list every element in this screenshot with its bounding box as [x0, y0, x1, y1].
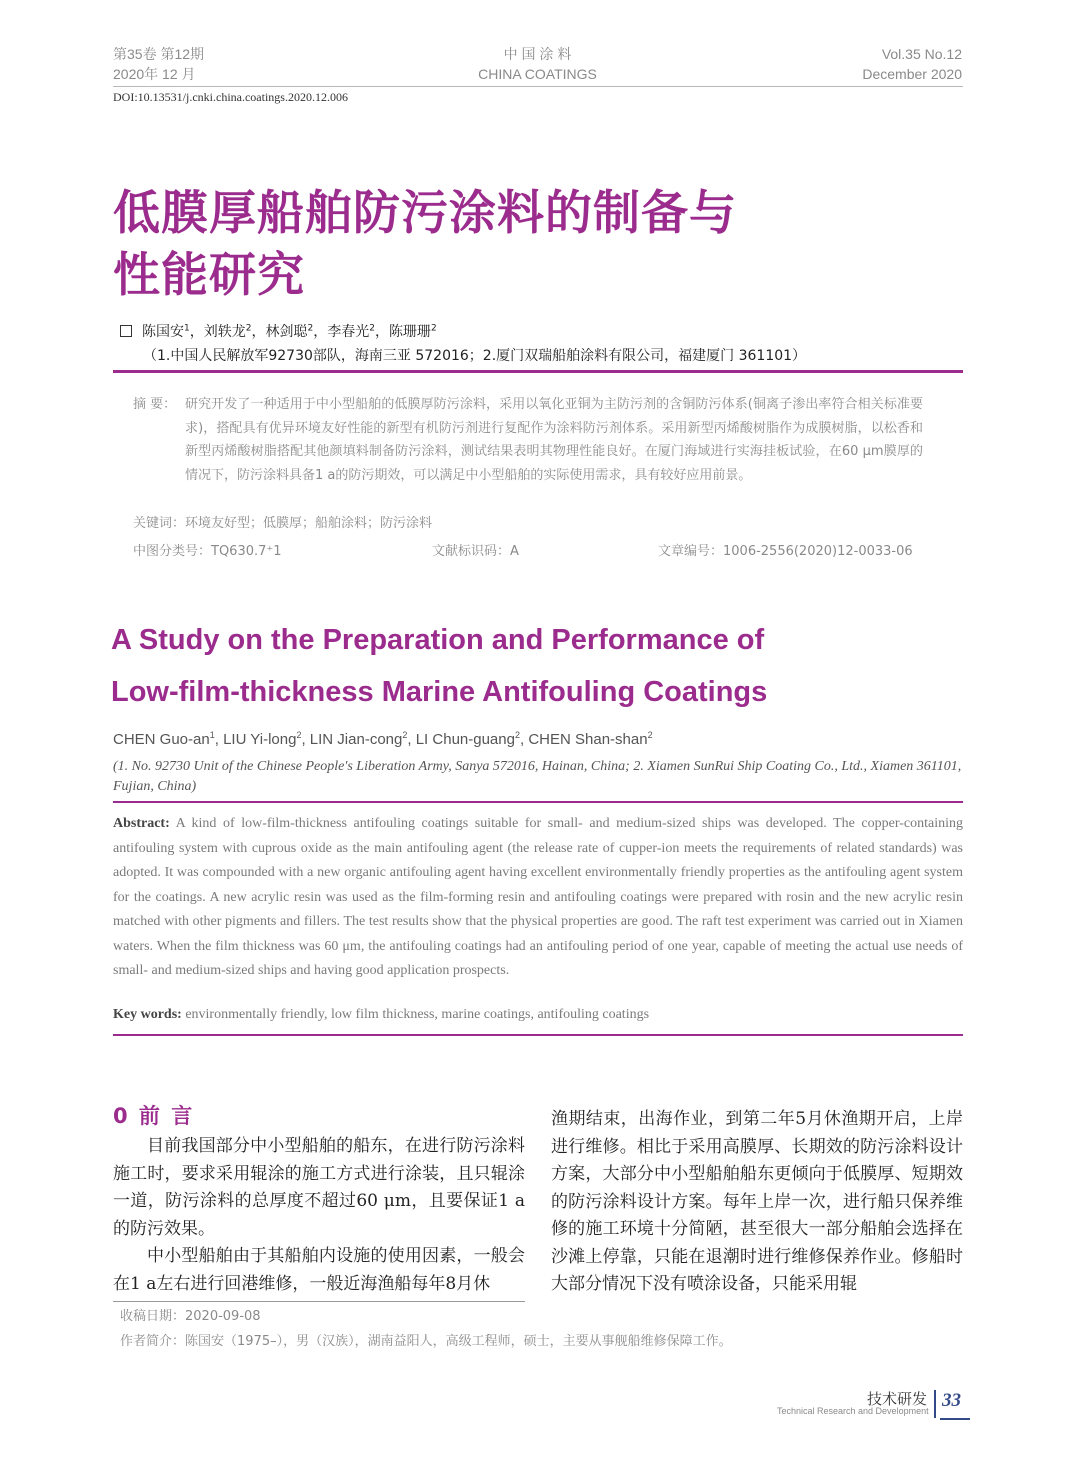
received-date: 收稿日期：2020-09-08	[120, 1309, 261, 1324]
author-en: LIN Jian-cong	[309, 731, 403, 748]
doi: DOI:10.13531/j.cnki.china.coatings.2020.12.006	[113, 90, 348, 104]
column-name-en: Technical Research and Development	[777, 1406, 929, 1416]
author-en: LIU Yi-long	[223, 731, 297, 748]
keywords-cn-label: 关键词：	[133, 516, 186, 531]
author-en: LI Chun-guang	[415, 731, 515, 748]
section-divider	[113, 370, 963, 373]
section-divider	[113, 801, 963, 803]
author-sup: 2	[430, 323, 437, 334]
affiliation-cn: （1.中国人民解放军92730部队，海南三亚 572016；2.厦门双瑞船舶涂料有限公司，福建厦门 361101）	[143, 348, 807, 364]
author-sup: 2	[647, 730, 653, 740]
author-cn: 刘轶龙	[203, 324, 246, 340]
column-name-cn: 技术研发	[867, 1390, 928, 1408]
section-heading: 0 前 言	[113, 1104, 195, 1128]
abstract-cn-text: 研究开发了一种适用于中小型船舶的低膜厚防污涂料，采用以氧化亚铜为主防污剂的含铜防污体系(铜离子渗出率符合相关标准要求)，搭配具有优异环境友好性能的新型有机防污剂进行复配作为涂料防污剂体系。采用新型丙烯酸树脂作为成膜树脂，以松香和新型丙烯酸树脂搭配其他颜填料制备防污涂料，测试结果表明其物理性能良好。在厦门海域进行实海挂板试验，在60 μm膜厚的情况下，防污涂料具备1 a的防污期效，可以满足中小型船舶的实际使用需求，具有较好应用前景。	[185, 397, 923, 483]
title-en-line-1: A Study on the Preparation and Performance of	[111, 624, 765, 656]
keywords-en-text: environmentally friendly, low film thickness, marine coatings, antifouling coatings	[185, 1007, 650, 1022]
keywords-cn	[133, 512, 432, 531]
author-cn: 陈国安	[142, 324, 184, 340]
author-sup: 2	[296, 730, 302, 740]
title-en	[111, 614, 767, 718]
author-cn: 陈珊珊	[388, 324, 431, 340]
title-cn	[113, 183, 737, 307]
author-sup: 1	[209, 730, 215, 740]
author-sup: 1	[184, 323, 190, 334]
section-divider	[113, 1034, 963, 1036]
page-marker-underline	[940, 1418, 970, 1420]
body-column-right	[551, 1106, 963, 1299]
paragraph: 目前我国部分中小型船舶的船东，在进行防污涂料施工时，要求采用辊涂的施工方式进行涂装，且只辊涂一道，防污涂料的总厚度不超过60 μm，且要保证1 a的防污效果。	[113, 1136, 525, 1239]
volume-issue-cn: 第35卷 第12期	[113, 46, 205, 62]
authors-cn: 陈国安$^1$，刘轶龙$^2$，林剑聪$^2$，李春光$^2$，陈珊珊$^2$	[120, 321, 437, 341]
affiliation-en: (1. No. 92730 Unit of the Chinese People's Liberation Army, Sanya 572016, Hainan, China; 2. Xiamen SunRui Ship Coating Co., Ltd., Xiamen 361101, Fujian, China)	[113, 759, 962, 794]
authors-en: CHEN Guo-$an^1$, LIU Yi-long$^2$, LIN Jian-cong$^2$, LI Chun-guang$^2$, CHEN Shan-shan$^2$	[113, 730, 653, 748]
header-divider	[113, 86, 963, 87]
author-bio: 作者简介：陈国安（1975–），男（汉族），湖南益阳人，高级工程师，硕士，主要从事舰船维修保障工作。	[120, 1334, 732, 1349]
abstract-en	[113, 812, 963, 984]
journal-volume-issue-en	[862, 44, 962, 84]
author-sup: 2	[514, 730, 520, 740]
author-sup: 2	[307, 323, 314, 334]
document-code: 文献标识码：A	[432, 544, 519, 559]
author-cn: 林剑聪	[265, 324, 308, 340]
author-en: CHEN Shan-shan	[528, 731, 648, 748]
date-cn: 2020年 12 月	[113, 66, 196, 82]
author-cn: 李春光	[327, 324, 370, 340]
page-marker-bar	[934, 1390, 936, 1418]
author-en: CHEN Guo-an	[113, 731, 210, 748]
paragraph: 渔期结束，出海作业，到第二年5月休渔期开启，上岸进行维修。相比于采用高膜厚、长期效的防污涂料设计方案，大部分中小型船舶船东更倾向于低膜厚、短期效的防污涂料设计方案。每年上岸一次，进行船只保养维修的施工环境十分简陋，甚至很大一部分船舶会选择在沙滩上停靠，只能在退潮时进行维修保养作业。修船时大部分情况下没有喷涂设备，只能采用辊	[551, 1109, 963, 1294]
journal-name-cn: 中 国 涂 料	[503, 46, 572, 62]
author-sup: 2	[245, 323, 252, 334]
author-sup: 2	[369, 323, 375, 334]
journal-name-en: CHINA COATINGS	[478, 66, 597, 82]
volume-issue-en: Vol.35 No.12	[881, 46, 962, 62]
title-en-line-2: Low-film-thickness Marine Antifouling Coatings	[111, 676, 768, 708]
author-sup: 2	[402, 730, 408, 740]
body-column-left	[113, 1133, 525, 1298]
title-cn-line-2: 性能研究	[113, 248, 305, 303]
clc-number: 中图分类号：TQ630.7⁺1	[133, 544, 282, 559]
page-number: 33	[942, 1390, 961, 1411]
title-cn-line-1: 低膜厚船舶防污涂料的制备与	[113, 186, 737, 241]
abstract-cn-label: 摘 要：	[133, 397, 177, 412]
date-en: December 2020	[862, 66, 962, 82]
article-number: 文章编号：1006-2556(2020)12-0033-06	[658, 544, 913, 559]
keywords-en	[113, 1007, 649, 1023]
abstract-cn	[133, 393, 923, 487]
square-marker-icon	[120, 325, 132, 337]
keywords-en-label: Key words:	[113, 1007, 182, 1022]
paragraph: 中小型船舶由于其船舶内设施的使用因素，一般会在1 a左右进行回港维修，一般近海渔船每年8月休	[113, 1246, 525, 1294]
footnote-divider	[113, 1301, 525, 1302]
abstract-en-text: A kind of low-film-thickness antifouling coatings suitable for small- and medium-sized ships was developed. The copper-containing antifouling system with cuprous oxide as the main antifouling agent (the release rate of cupper-ion meets the requirements of related standards) was adopted. It was compounded with a new organic antifouling agent having excellent environmentally friendly properties as the antifouling agent system for the coatings. A new acrylic resin was used as the film-forming resin and antifouling coatings were prepared with rosin and the new acrylic resin matched with other pigments and fillers. The test results show that the physical properties are good. The raft test experiment was carried out in Xiamen waters. When the film thickness was 60 μm, the antifouling coatings had an antifouling period of one year, capable of meeting the actual use needs of small- and medium-sized ships and having good application prospects.	[113, 816, 964, 978]
keywords-cn-text: 环境友好型；低膜厚；船舶涂料；防污涂料	[185, 516, 433, 531]
abstract-en-label: Abstract:	[113, 816, 170, 831]
